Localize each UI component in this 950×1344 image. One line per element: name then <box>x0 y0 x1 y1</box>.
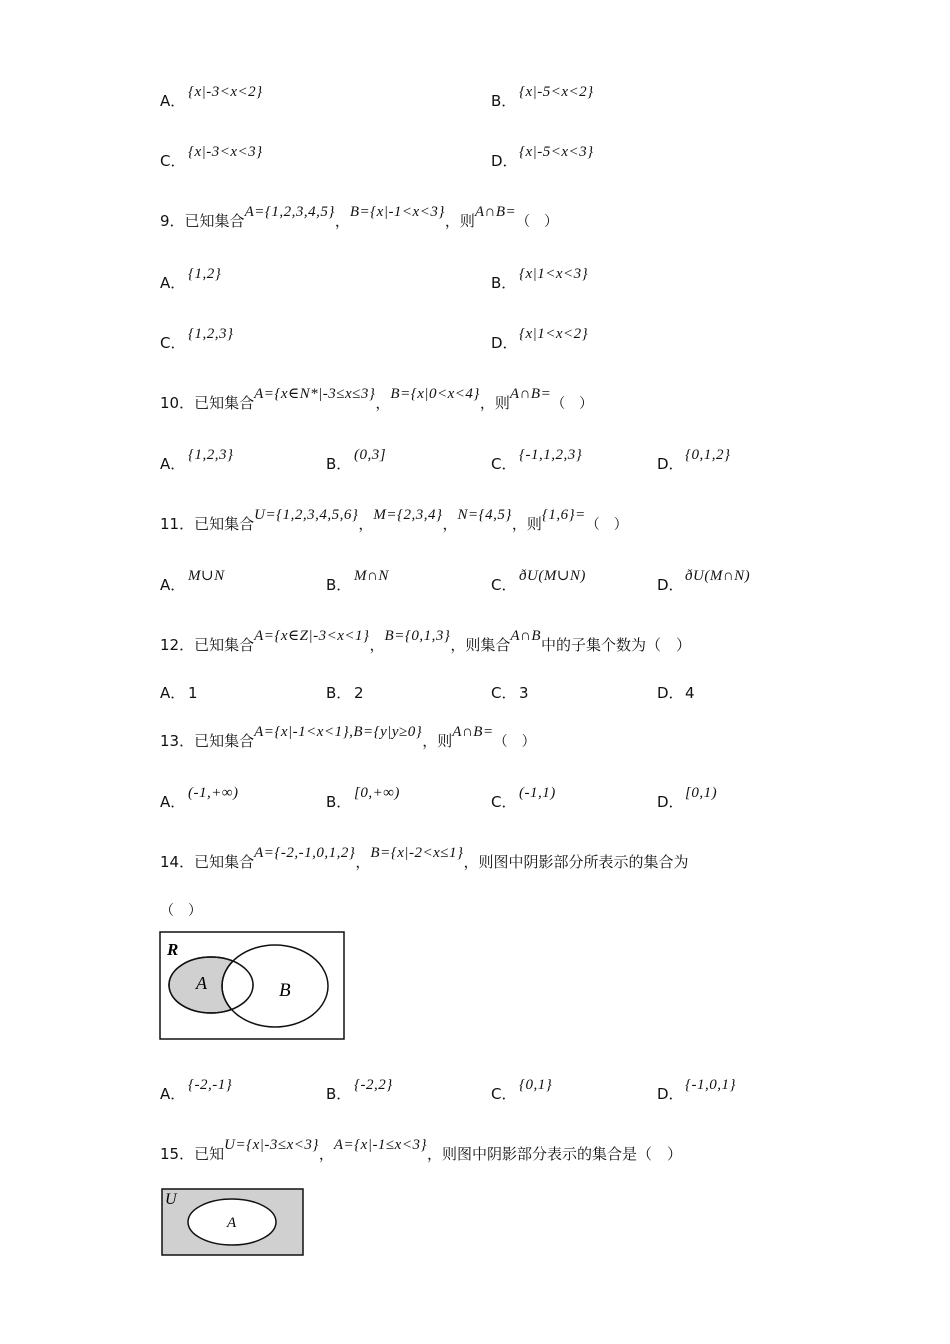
q8-option-c-math: {x|-3<x<3} <box>188 144 263 160</box>
q14-option-a[interactable]: A． {-2,-1} <box>160 1077 233 1103</box>
q8-option-b-math: {x|-5<x<2} <box>519 84 594 100</box>
q9-option-d[interactable]: D．{x|1<x<2} <box>491 326 589 352</box>
q10-stem: 10．已知集合A={x∈N*|-3≤x≤3}，B={x|0<x<4}，则A∩B=（ ） <box>160 386 594 412</box>
venn-universe-label: U <box>165 1191 177 1208</box>
q14-stem: 14．已知集合A={-2,-1,0,1,2}，B={x|-2<x≤1}，则图中阴影部分所表示的集合为 <box>160 845 689 871</box>
q9-stem: 9．已知集合A={1,2,3,4,5}，B={x|-1<x<3}，则A∩B=（ ） <box>160 204 559 230</box>
q14-option-b[interactable]: B． {-2,2} <box>326 1077 393 1103</box>
question-number: 13． <box>160 732 195 750</box>
q8-option-a-math: {x|-3<x<2} <box>188 84 263 100</box>
q13-option-d[interactable]: D．[0,1) <box>657 785 718 811</box>
q12-option-c[interactable]: C． 3 <box>491 684 529 702</box>
q11-option-a[interactable]: A． M∪N <box>160 568 225 594</box>
question-number: 11． <box>160 515 195 533</box>
q15-venn-diagram <box>159 1186 307 1258</box>
question-number: 10． <box>160 394 195 412</box>
q10-option-c[interactable]: C． {-1,1,2,3} <box>491 447 583 473</box>
q9-option-a[interactable]: A． {1,2} <box>160 266 222 292</box>
q10-option-a[interactable]: A． {1,2,3} <box>160 447 234 473</box>
question-number: 12． <box>160 636 195 654</box>
q12-option-a[interactable]: A． 1 <box>160 684 198 702</box>
q13-stem: 13．已知集合A={x|-1<x<1},B={y|y≥0}，则A∩B=（ ） <box>160 724 536 750</box>
q14-option-d[interactable]: D．{-1,0,1} <box>657 1077 736 1103</box>
q9-option-b[interactable]: B． {x|1<x<3} <box>491 266 589 292</box>
q8-option-d-math: {x|-5<x<3} <box>519 144 594 160</box>
q13-option-a[interactable]: A． (-1,+∞) <box>160 785 239 811</box>
q12-option-b[interactable]: B． 2 <box>326 684 364 702</box>
question-number: 9． <box>160 212 185 230</box>
venn-label-a: A <box>196 973 207 993</box>
q10-option-b[interactable]: B． (0,3] <box>326 447 387 473</box>
q11-option-c[interactable]: C． ðU(M∪N) <box>491 568 586 594</box>
q8-option-a[interactable]: A． {x|-3<x<2} <box>160 84 263 110</box>
q8-option-c[interactable]: C． {x|-3<x<3} <box>160 144 263 170</box>
q9-option-c[interactable]: C． {1,2,3} <box>160 326 234 352</box>
q11-stem: 11．已知集合U={1,2,3,4,5,6}，M={2,3,4}，N={4,5}，则{1,6}=（ ） <box>160 507 628 533</box>
q11-option-d[interactable]: D．ðU(M∩N) <box>657 568 751 594</box>
q8-option-d[interactable]: D．{x|-5<x<3} <box>491 144 594 170</box>
q10-option-d[interactable]: D．{0,1,2} <box>657 447 731 473</box>
venn-universe-label: R <box>167 940 179 959</box>
q13-option-b[interactable]: B． [0,+∞) <box>326 785 400 811</box>
q8-option-b[interactable]: B． {x|-5<x<2} <box>491 84 594 110</box>
q14-option-c[interactable]: C． {0,1} <box>491 1077 553 1103</box>
venn-label-a: A <box>227 1215 237 1231</box>
venn-label-b: B <box>279 980 291 1001</box>
q13-option-c[interactable]: C． (-1,1) <box>491 785 556 811</box>
q12-stem: 12．已知集合A={x∈Z|-3<x<1}，B={0,1,3}，则集合A∩B中的子集个数为（ ） <box>160 628 692 654</box>
q12-option-d[interactable]: D．4 <box>657 684 695 702</box>
q14-venn-diagram <box>158 930 348 1042</box>
q11-option-b[interactable]: B． M∩N <box>326 568 389 594</box>
q14-paren: （ ） <box>160 903 202 919</box>
q15-stem: 15．已知U={x|-3≤x<3}，A={x|-1≤x<3}，则图中阴影部分表示的集合是（ ） <box>160 1137 682 1163</box>
question-number: 14． <box>160 853 195 871</box>
question-number: 15． <box>160 1145 195 1163</box>
